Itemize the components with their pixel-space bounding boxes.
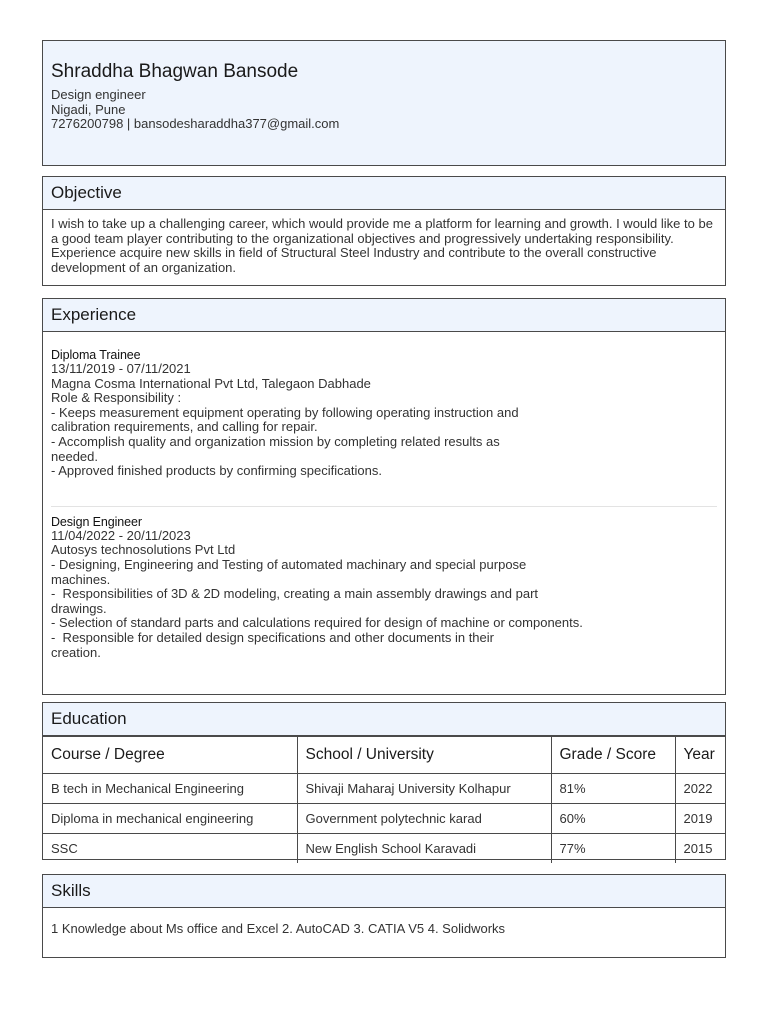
table-row bbox=[43, 774, 725, 804]
job-company: Autosys technosolutions Pvt Ltd bbox=[51, 542, 236, 558]
table-cell: 60% bbox=[551, 804, 675, 834]
table-cell: New English School Karavadi bbox=[297, 834, 551, 864]
job-company: Magna Cosma International Pvt Ltd, Talegaon Dabhade bbox=[51, 375, 371, 391]
column-header: School / University bbox=[297, 737, 551, 774]
table-cell: 2019 bbox=[675, 804, 725, 834]
job-line: creation. bbox=[51, 644, 101, 660]
table-row bbox=[43, 834, 725, 864]
job-line: - Keeps measurement equipment operating by following operating instruction and bbox=[51, 404, 519, 420]
column-header: Year bbox=[675, 737, 725, 774]
column-header: Course / Degree bbox=[43, 737, 297, 774]
table-cell: B tech in Mechanical Engineering bbox=[43, 774, 297, 804]
table-cell: Government polytechnic karad bbox=[297, 804, 551, 834]
table-header-row bbox=[43, 737, 725, 774]
table-cell: 2022 bbox=[675, 774, 725, 804]
candidate-contact: 7276200798 | bansodesharaddha377@gmail.com bbox=[51, 116, 340, 131]
education-table bbox=[43, 736, 725, 863]
column-header: Grade / Score bbox=[551, 737, 675, 774]
job-line: Role & Responsibility : bbox=[51, 390, 182, 406]
table-row bbox=[43, 804, 725, 834]
candidate-location: Nigadi, Pune bbox=[51, 101, 126, 117]
education-section bbox=[42, 702, 726, 860]
experience-title: Experience bbox=[43, 299, 725, 332]
skills-title: Skills bbox=[43, 875, 725, 908]
candidate-name: Shraddha Bhagwan Bansode bbox=[51, 61, 299, 82]
job-line: needed. bbox=[51, 448, 98, 464]
job-line: - Approved finished products by confirming specifications. bbox=[51, 463, 382, 479]
table-cell: Diploma in mechanical engineering bbox=[43, 804, 297, 834]
objective-section bbox=[42, 176, 726, 286]
job-line: - Responsible for detailed design specifications and other documents in their bbox=[51, 629, 494, 645]
table-cell: 81% bbox=[551, 774, 675, 804]
skills-section bbox=[42, 874, 726, 958]
job-title: Diploma Trainee bbox=[51, 348, 141, 362]
job-entry bbox=[43, 332, 725, 479]
job-line: drawings. bbox=[51, 600, 107, 616]
job-line: - Accomplish quality and organization mission by completing related results as bbox=[51, 433, 500, 449]
candidate-role: Design engineer bbox=[51, 87, 146, 102]
table-cell: SSC bbox=[43, 834, 297, 864]
table-cell: Shivaji Maharaj University Kolhapur bbox=[297, 774, 551, 804]
table-cell: 77% bbox=[551, 834, 675, 864]
skills-text: 1 Knowledge about Ms office and Excel 2. AutoCAD 3. CATIA V5 4. Solidworks bbox=[51, 921, 506, 936]
job-line: machines. bbox=[51, 571, 111, 587]
job-entry bbox=[43, 507, 725, 660]
job-line: calibration requirements, and calling for repair. bbox=[51, 419, 318, 435]
education-title: Education bbox=[43, 703, 725, 736]
resume-header bbox=[42, 40, 726, 166]
table-cell: 2015 bbox=[675, 834, 725, 864]
job-title: Design Engineer bbox=[51, 514, 142, 529]
objective-title: Objective bbox=[43, 177, 725, 210]
job-dates: 11/04/2022 - 20/11/2023 bbox=[51, 527, 191, 543]
job-line: - Designing, Engineering and Testing of automated machinary and special purpose bbox=[51, 556, 527, 572]
job-line: - Responsibilities of 3D & 2D modeling, creating a main assembly drawings and part bbox=[51, 586, 539, 602]
experience-section bbox=[42, 298, 726, 695]
objective-text: I wish to take up a challenging career, which would provide me a platform for learning and growth. I would like to be a good team player contributing to the organizational objectives and progressively undertaking responsibility. Experience acquire new skills in field of Structural Steel Industry and contribute to the overall constructive development of an organization. bbox=[51, 216, 713, 275]
job-dates: 13/11/2019 - 07/11/2021 bbox=[51, 361, 191, 376]
job-line: - Selection of standard parts and calculations required for design of machine or components. bbox=[51, 615, 583, 631]
